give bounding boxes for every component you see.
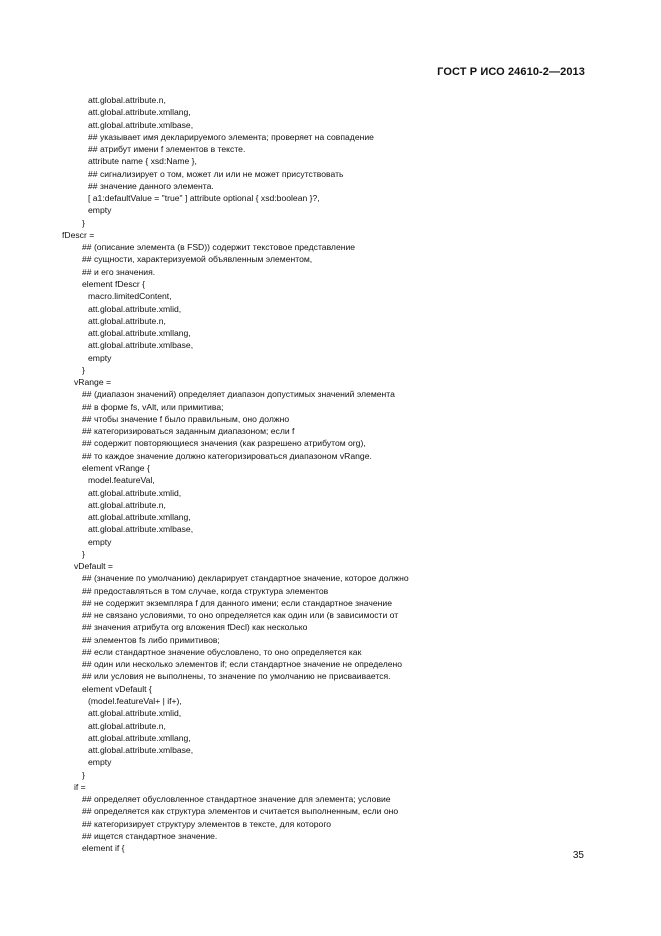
code-line: att.global.attribute.xmllang, xyxy=(88,107,191,118)
code-line: empty xyxy=(88,536,112,547)
code-line: att.global.attribute.xmlid, xyxy=(88,487,182,498)
code-line: ## сигнализирует о том, может ли или не может присутствовать xyxy=(88,168,344,179)
code-listing xyxy=(62,94,622,854)
code-line: ## ищется стандартное значение. xyxy=(82,830,218,841)
code-line: ## значение данного элемента. xyxy=(88,180,214,191)
code-line: att.global.attribute.xmlbase, xyxy=(88,745,194,756)
code-line: (model.featureVal+ | if+), xyxy=(88,696,182,707)
code-line: empty xyxy=(88,352,112,363)
code-line: ## сущности, характеризуемой объявленным элементом, xyxy=(82,254,313,265)
code-line: [ a1:defaultValue = "true" ] attribute optional { xsd:boolean }?, xyxy=(88,193,320,204)
code-line: model.featureVal, xyxy=(88,475,155,486)
code-line: ## содержит повторяющиеся значения (как разрешено атрибутом org), xyxy=(82,438,366,449)
code-line: element vRange { xyxy=(82,462,150,473)
code-line: } xyxy=(82,217,85,228)
code-line: ## атрибут имени f элементов в тексте. xyxy=(88,144,246,155)
code-line: ## в форме fs, vAlt, или примитива; xyxy=(82,401,224,412)
code-line: empty xyxy=(88,205,112,216)
code-line: ## то каждое значение должно категоризироваться диапазоном vRange. xyxy=(82,450,372,461)
code-line: ## категоризирует структуру элементов в тексте, для которого xyxy=(82,818,332,829)
code-line: element vDefault { xyxy=(82,683,152,694)
code-line: vRange = xyxy=(74,377,112,388)
code-line: ## (описание элемента (в FSD)) содержит текстовое представление xyxy=(82,242,356,253)
code-line: ## категоризироваться заданным диапазоном; если f xyxy=(82,426,295,437)
code-line: attribute name { xsd:Name }, xyxy=(88,156,197,167)
code-line: att.global.attribute.xmllang, xyxy=(88,732,191,743)
code-line: ## указывает имя декларируемого элемента; проверяет на совпадение xyxy=(88,131,374,142)
code-line: macro.limitedContent, xyxy=(88,291,172,302)
code-line: element fDescr { xyxy=(82,278,146,289)
code-line: att.global.attribute.xmlbase, xyxy=(88,119,194,130)
code-line: ## (диапазон значений) определяет диапазон допустимых значений элемента xyxy=(82,389,395,400)
code-line: ## элементов fs либо примитивов; xyxy=(82,634,220,645)
code-line: att.global.attribute.n, xyxy=(88,315,166,326)
page-number: 35 xyxy=(572,850,584,861)
code-line: ## (значение по умолчанию) декларирует стандартное значение, которое должно xyxy=(82,573,409,584)
code-line: ## не связано условиями, то оно определяется как один или (в зависимости от xyxy=(82,610,399,621)
code-line: vDefault = xyxy=(74,561,113,572)
code-line: ## если стандартное значение обусловлено, то оно определяется как xyxy=(82,646,362,657)
code-line: ## не содержит экземпляра f для данного имени; если стандартное значение xyxy=(82,597,392,608)
code-line: ## и его значения. xyxy=(82,266,156,277)
code-line: if = xyxy=(74,781,86,792)
code-line: ## или условия не выполнены, то значение по умолчанию не присваивается. xyxy=(82,671,391,682)
code-line: } xyxy=(82,769,85,780)
code-line: ## один или несколько элементов if; если стандартное значение не определено xyxy=(82,659,403,670)
code-line: att.global.attribute.xmlbase, xyxy=(88,524,194,535)
code-line: att.global.attribute.xmllang, xyxy=(88,328,191,339)
code-line: att.global.attribute.n, xyxy=(88,499,166,510)
code-line: ## значения атрибута org вложения fDecl) как несколько xyxy=(82,622,308,633)
code-line: att.global.attribute.n, xyxy=(88,95,166,105)
code-line: element if { xyxy=(82,843,125,854)
code-line: empty xyxy=(88,757,112,768)
code-line: att.global.attribute.xmlbase, xyxy=(88,340,194,351)
code-line: ## чтобы значение f было правильным, оно должно xyxy=(82,413,290,424)
code-line: att.global.attribute.xmlid, xyxy=(88,708,182,719)
code-line: } xyxy=(82,364,85,375)
code-line: } xyxy=(82,548,85,559)
code-line: ## предоставляться в том случае, когда структура элементов xyxy=(82,585,329,596)
code-line: fDescr = xyxy=(62,229,95,240)
code-line: att.global.attribute.n, xyxy=(88,720,166,731)
code-line: ## определяет обусловленное стандартное значение для элемента; условие xyxy=(82,794,391,805)
code-line: ## определяется как структура элементов и считается выполненным, если оно xyxy=(82,806,399,817)
document-header-title: ГОСТ Р ИСО 24610-2—2013 xyxy=(437,66,585,78)
code-line: att.global.attribute.xmllang, xyxy=(88,512,191,523)
code-line: att.global.attribute.xmlid, xyxy=(88,303,182,314)
